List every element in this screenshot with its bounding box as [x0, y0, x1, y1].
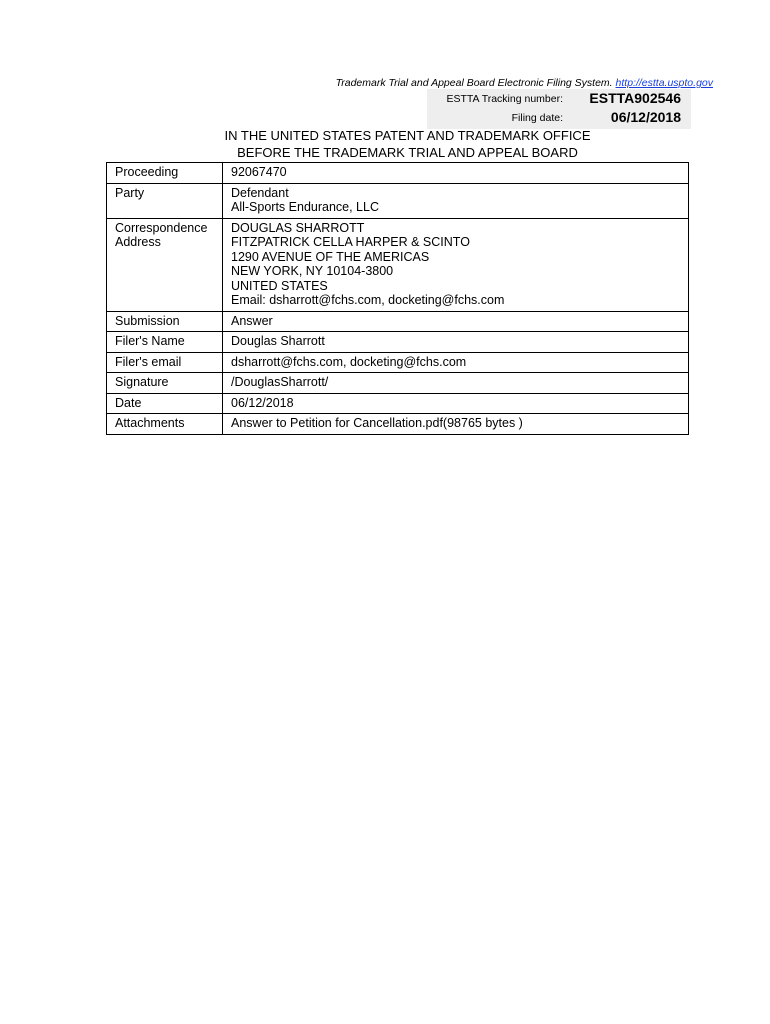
tracking-number-row — [427, 89, 691, 109]
filing-system-text: Trademark Trial and Appeal Board Electronic Filing System. — [335, 77, 613, 89]
signature-label: Signature — [107, 373, 223, 394]
date-value: 06/12/2018 — [223, 393, 689, 414]
correspondence-address — [223, 218, 689, 311]
filing-table — [106, 162, 689, 435]
filing-system-header — [336, 77, 713, 89]
attachment-file: Answer to Petition for Cancellation.pdf(98765 bytes ) — [223, 414, 689, 435]
address-line: NEW YORK, NY 10104-3800 — [231, 264, 394, 278]
correspondence-label-line2: Address — [115, 235, 161, 249]
party-role: Defendant — [231, 185, 289, 200]
tracking-number-value: ESTTA902546 — [589, 90, 681, 106]
filer-email-value: dsharrott@fchs.com, docketing@fchs.com — [223, 352, 689, 373]
attachments-label: Attachments — [107, 414, 223, 435]
filer-email-label: Filer's email — [107, 352, 223, 373]
party-value — [223, 183, 689, 218]
date-label: Date — [107, 393, 223, 414]
table-row-correspondence — [107, 218, 689, 311]
table-row-filer-name — [107, 332, 689, 353]
submission-label: Submission — [107, 311, 223, 332]
estta-link[interactable]: http://estta.uspto.gov — [615, 77, 713, 89]
table-row-party — [107, 183, 689, 218]
tracking-box — [427, 89, 691, 129]
address-line: FITZPATRICK CELLA HARPER & SCINTO — [231, 235, 470, 249]
proceeding-label: Proceeding — [107, 163, 223, 184]
office-title — [107, 127, 688, 161]
table-row-proceeding — [107, 163, 689, 184]
correspondence-label-line1: Correspondence — [115, 220, 208, 235]
proceeding-value: 92067470 — [223, 163, 689, 184]
table-row-date — [107, 393, 689, 414]
filer-name-value: Douglas Sharrott — [223, 332, 689, 353]
office-title-line1: IN THE UNITED STATES PATENT AND TRADEMARK OFFICE — [224, 128, 591, 143]
address-line: DOUGLAS SHARROTT — [231, 220, 365, 235]
table-row-filer-email — [107, 352, 689, 373]
address-email-line: Email: dsharrott@fchs.com, docketing@fchs.com — [231, 293, 505, 307]
submission-value: Answer — [223, 311, 689, 332]
address-line: UNITED STATES — [231, 278, 328, 293]
table-row-submission — [107, 311, 689, 332]
filing-date-value: 06/12/2018 — [610, 109, 681, 125]
table-row-attachments — [107, 414, 689, 435]
correspondence-label — [107, 218, 223, 311]
filer-name-label: Filer's Name — [107, 332, 223, 353]
filing-date-row — [427, 108, 691, 128]
table-row-signature — [107, 373, 689, 394]
filing-date-label: Filing date: — [511, 112, 563, 124]
address-line: 1290 AVENUE OF THE AMERICAS — [231, 249, 430, 264]
office-title-line2: BEFORE THE TRADEMARK TRIAL AND APPEAL BOARD — [237, 145, 578, 160]
signature-value: /DouglasSharrott/ — [223, 373, 689, 394]
tracking-number-label: ESTTA Tracking number: — [446, 93, 563, 105]
party-label: Party — [107, 183, 223, 218]
party-name: All-Sports Endurance, LLC — [231, 200, 379, 214]
